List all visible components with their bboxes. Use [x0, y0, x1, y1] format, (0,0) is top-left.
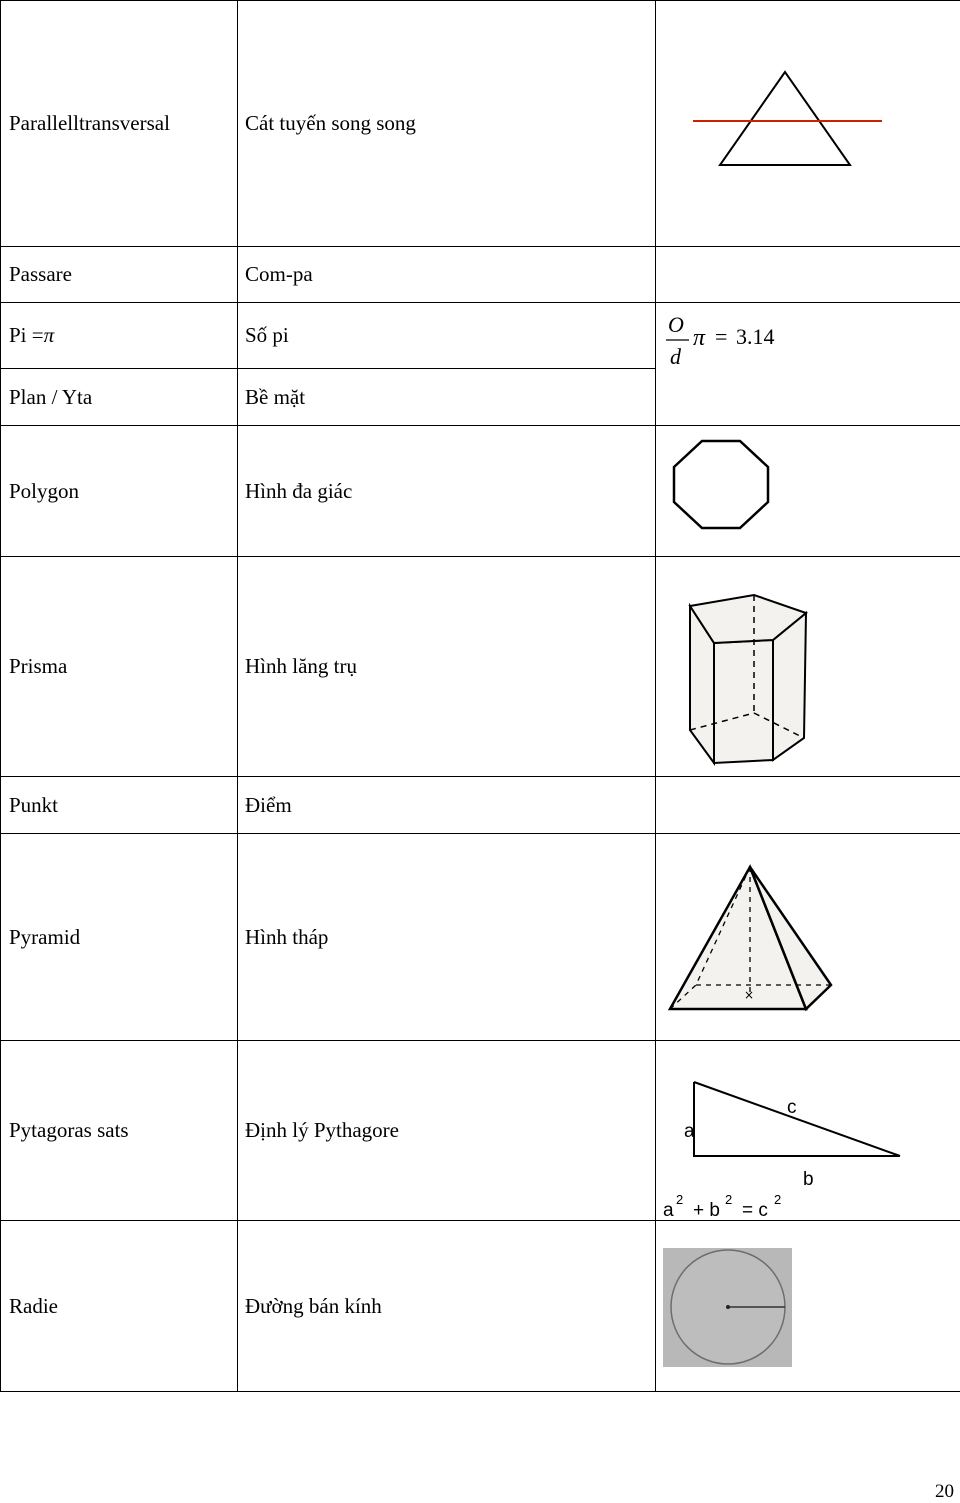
formula-numerator: O: [668, 312, 684, 337]
radius-figure: [656, 1222, 960, 1391]
term-cell: Pyramid: [1, 834, 238, 1041]
table-row: [1, 1041, 960, 1221]
side-c-label: c: [787, 1097, 797, 1118]
octagon-shape: [674, 441, 768, 528]
term-cell: Punkt: [1, 777, 238, 834]
formula-denominator: d: [670, 344, 682, 369]
translation-cell: Com-pa: [238, 247, 656, 303]
figure-cell: [656, 303, 960, 426]
figure-cell: [656, 426, 960, 557]
figure-cell: [656, 1221, 960, 1392]
pi-formula: [656, 303, 960, 423]
table-row: [1, 1, 960, 247]
hypotenuse-line: [694, 1082, 900, 1156]
table-row: [1, 777, 960, 834]
prism-front-face: [714, 640, 773, 763]
figure-cell: [656, 1041, 960, 1221]
equation-b: + b: [693, 1200, 720, 1220]
pyramid-center-mark: ×: [744, 988, 754, 1002]
figure-cell: [656, 1, 960, 247]
equation-c: = c: [742, 1200, 768, 1220]
table-row: [1, 1221, 960, 1392]
term-text: Pi =: [9, 323, 44, 347]
formula-equals: =: [715, 324, 727, 349]
translation-cell: Số pi: [238, 303, 656, 369]
term-cell: Parallelltransversal: [1, 1, 238, 247]
triangle-shape: [720, 72, 850, 165]
exponent-b: 2: [725, 1192, 732, 1207]
translation-cell: Điểm: [238, 777, 656, 834]
translation-cell: Hình đa giác: [238, 426, 656, 557]
figure-cell: [656, 247, 960, 303]
figure-cell: [656, 834, 960, 1041]
term-cell: Plan / Yta: [1, 369, 238, 426]
table-row: [1, 834, 960, 1041]
term-cell: Passare: [1, 247, 238, 303]
prism-figure: [656, 558, 960, 776]
figure-cell: [656, 557, 960, 777]
exponent-a: 2: [676, 1192, 683, 1207]
translation-cell: Hình tháp: [238, 834, 656, 1041]
table-row: [1, 557, 960, 777]
table-row: [1, 426, 960, 557]
figure-cell: [656, 777, 960, 834]
page-number: 20: [935, 1481, 954, 1503]
pi-symbol: π: [44, 323, 55, 347]
side-b-label: b: [803, 1169, 814, 1190]
side-a-label: a: [684, 1121, 695, 1142]
translation-cell: Bề mặt: [238, 369, 656, 426]
term-cell: Polygon: [1, 426, 238, 557]
center-point: [726, 1305, 730, 1309]
exponent-c: 2: [774, 1192, 781, 1207]
formula-pi: π: [693, 325, 706, 351]
translation-cell: Hình lăng trụ: [238, 557, 656, 777]
parallel-transversal-figure: [656, 2, 960, 246]
octagon-figure: [656, 427, 960, 556]
translation-cell: Đường bán kính: [238, 1221, 656, 1392]
term-cell: Pytagoras sats: [1, 1041, 238, 1221]
translation-cell: Định lý Pythagore: [238, 1041, 656, 1221]
pythagoras-figure: [656, 1042, 960, 1220]
term-cell: Radie: [1, 1221, 238, 1392]
term-cell: Prisma: [1, 557, 238, 777]
term-cell: [1, 303, 238, 369]
equation-a: a: [663, 1200, 674, 1220]
formula-value: 3.14: [736, 324, 775, 349]
translation-cell: Cát tuyến song song: [238, 1, 656, 247]
table-row: [1, 247, 960, 303]
pyramid-figure: [656, 835, 960, 1040]
table-row: [1, 303, 960, 369]
